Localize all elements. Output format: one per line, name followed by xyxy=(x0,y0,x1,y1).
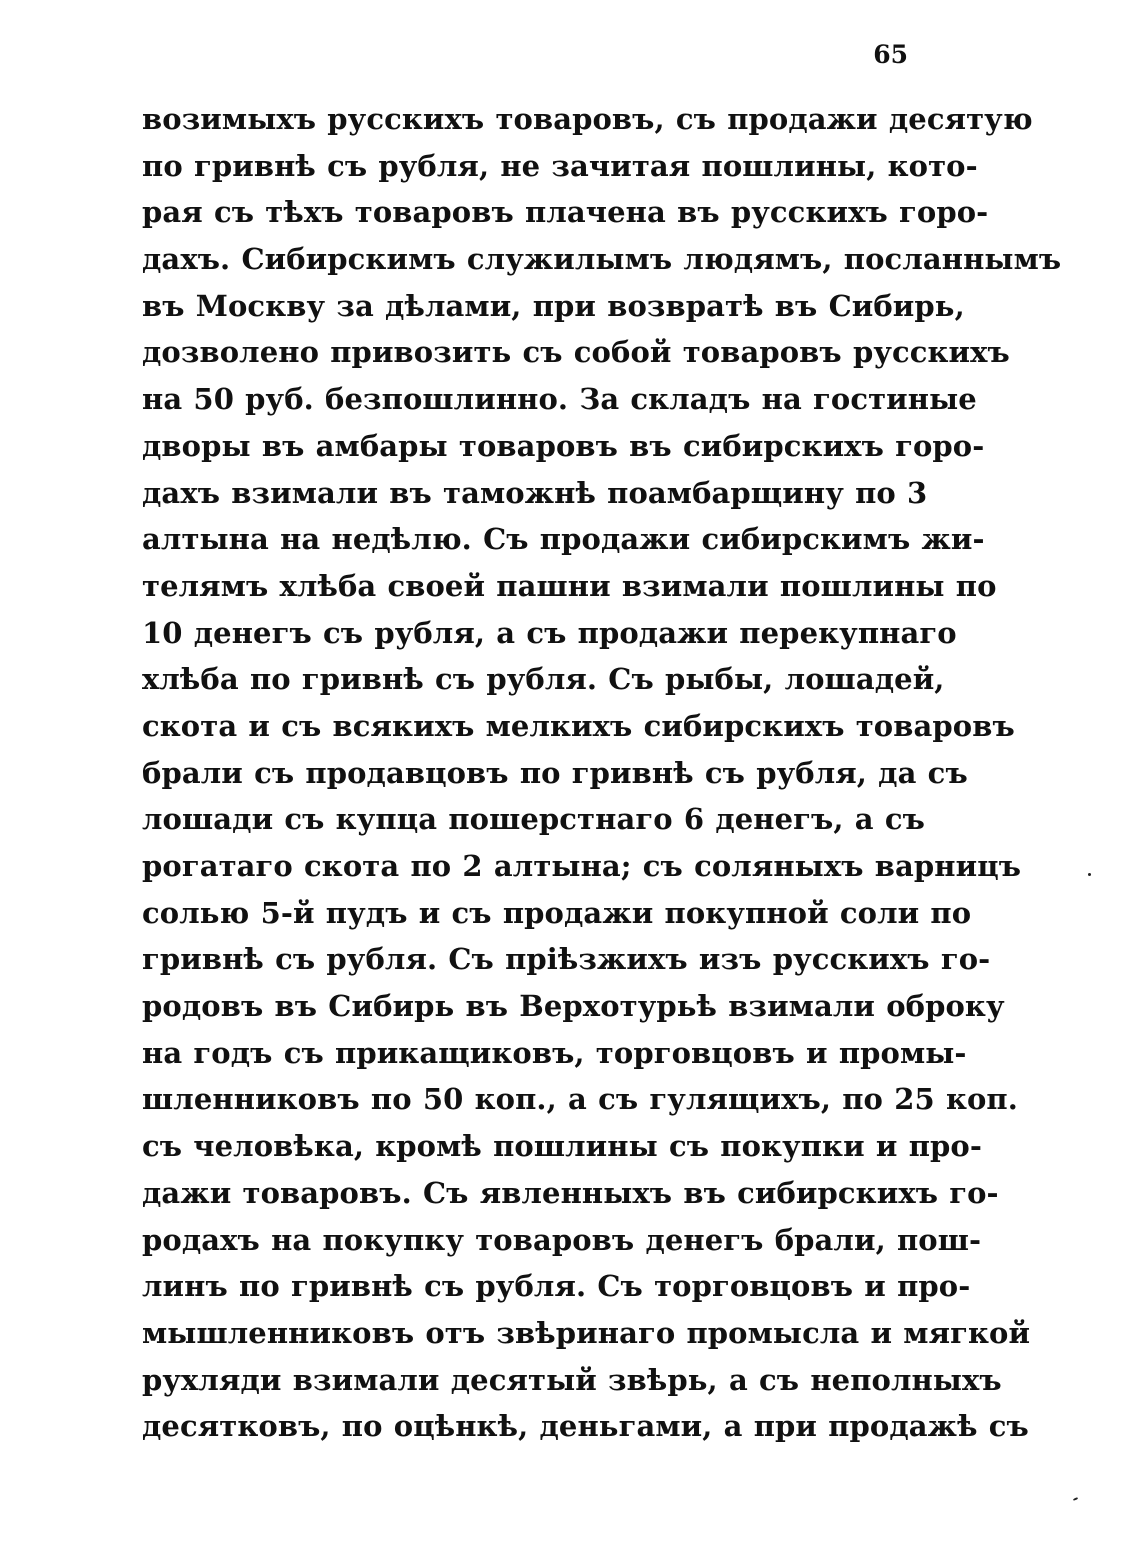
text-line: рая съ тѣхъ товаровъ плачена въ русскихъ горо- xyxy=(142,195,989,230)
text-line: 10 денегъ съ рубля, а съ продажи перекупнаго xyxy=(142,615,957,650)
body-text xyxy=(142,96,1062,1450)
text-line: лошади съ купца пошерстнаго 6 денегъ, а съ xyxy=(142,802,925,837)
text-line: дахъ взимали въ таможнѣ поамбарщину по 3 xyxy=(142,475,928,510)
text-line: хлѣба по гривнѣ съ рубля. Съ рыбы, лошадей, xyxy=(142,662,945,697)
text-line: мышленниковъ отъ звѣринаго промысла и мягкой xyxy=(142,1315,1031,1350)
text-line: дажи товаровъ. Съ явленныхъ въ сибирскихъ го- xyxy=(142,1175,999,1210)
text-line: алтына на недѣлю. Съ продажи сибирскимъ жи- xyxy=(142,522,985,557)
text-line: дахъ. Сибирскимъ служилымъ людямъ, посланнымъ xyxy=(142,242,1062,277)
scan-speck xyxy=(1073,1497,1078,1501)
text-line: рогатаго скота по 2 алтына; съ соляныхъ варницъ xyxy=(142,849,1022,883)
text-line: на годъ съ прикащиковъ, торговцовъ и промы- xyxy=(142,1035,967,1070)
text-line: телямъ хлѣба своей пашни взимали пошлины по xyxy=(142,568,997,603)
text-line: по гривнѣ съ рубля, не зачитая пошлины, кото- xyxy=(142,148,978,183)
text-line: брали съ продавцовъ по гривнѣ съ рубля, да съ xyxy=(142,755,968,790)
text-line: десятковъ, по оцѣнкѣ, деньгами, а при продажѣ съ xyxy=(142,1409,1029,1444)
text-line: дворы въ амбары товаровъ въ сибирскихъ горо- xyxy=(142,428,985,463)
text-line: шленниковъ по 50 коп., а съ гулящихъ, по 25 коп. xyxy=(142,1082,1018,1117)
text-line: родахъ на покупку товаровъ денегъ брали, пош- xyxy=(142,1222,982,1257)
text-line: гривнѣ съ рубля. Съ пріѣзжихъ изъ русскихъ го- xyxy=(142,942,991,977)
text-line: рухляди взимали десятый звѣрь, а съ неполныхъ xyxy=(142,1362,1002,1397)
text-line: солью 5-й пудъ и съ продажи покупной соли по xyxy=(142,895,972,930)
scan-speck xyxy=(1088,873,1091,876)
text-line: линъ по гривнѣ съ рубля. Съ торговцовъ и про- xyxy=(142,1269,971,1304)
text-line: возимыхъ русскихъ товаровъ, съ продажи десятую xyxy=(142,102,1033,136)
page-number: 65 xyxy=(873,40,908,69)
text-line: на 50 руб. безпошлинно. За складъ на гостиные xyxy=(142,382,977,417)
text-line: въ Москву за дѣлами, при возвратѣ въ Сибирь, xyxy=(142,288,965,323)
text-line: скота и съ всякихъ мелкихъ сибирскихъ товаровъ xyxy=(142,708,1015,743)
text-line: родовъ въ Сибирь въ Верхотурьѣ взимали оброку xyxy=(142,989,1005,1024)
text-line: съ человѣка, кромѣ пошлины съ покупки и про- xyxy=(142,1129,982,1164)
text-line: дозволено привозить съ собой товаровъ русскихъ xyxy=(142,335,1010,370)
